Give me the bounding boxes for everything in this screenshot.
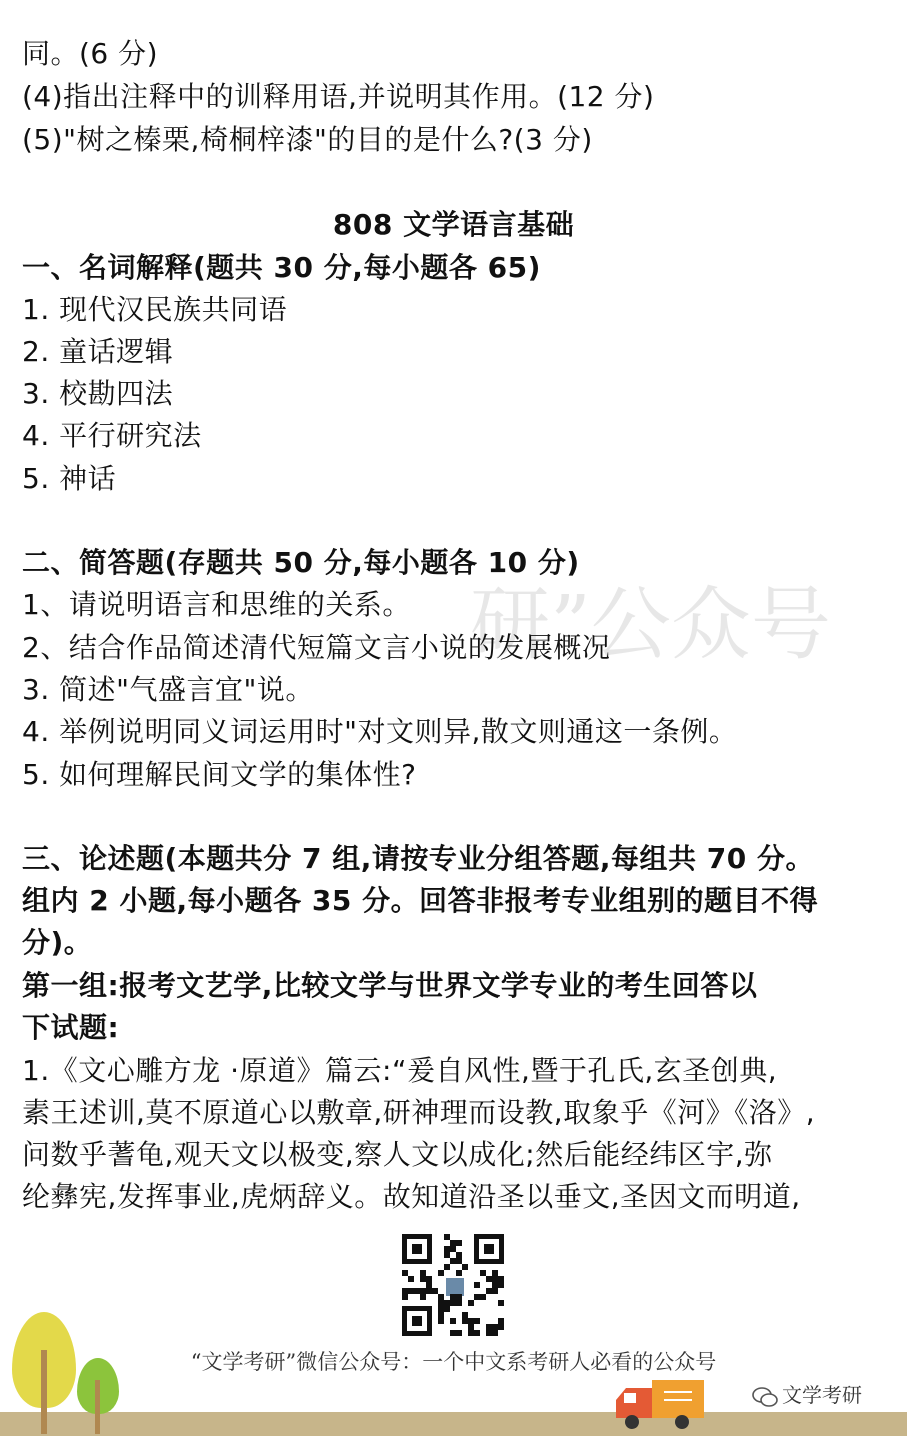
footer-caption: “文学考研”微信公众号：一个中文系考研人必看的公众号 [190,1350,717,1374]
qr-module [498,1300,504,1306]
list-item: 2. 童话逻辑 [22,335,174,368]
qr-finder [402,1306,432,1336]
qr-module [462,1264,468,1270]
wechat-icon [752,1386,778,1408]
paragraph-line: 纶彝宪,发挥事业,虎炳辞义。故知道沿圣以垂文,圣因文而明道, [22,1180,801,1213]
section-title: 808 文学语言基础 [332,208,575,241]
section-heading: 二、简答题(存题共 50 分,每小题各 10 分) [22,546,580,579]
text-line: (4)指出注释中的训释用语,并说明其作用。(12 分) [22,80,655,113]
qr-module [468,1300,474,1306]
list-item: 4. 举例说明同义词运用时"对文则异,散文则通这一条例。 [22,715,738,748]
section-heading: 三、论述题(本题共分 7 组,请按专业分组答题,每组共 70 分。 [22,842,815,875]
text-line: 同。(6 分) [22,37,159,70]
text-line: (5)"树之榛栗,椅桐梓漆"的目的是什么?(3 分) [22,123,593,156]
paragraph-line: 问数乎蓍龟,观天文以极变,察人文以成化;然后能经纬区宇,弥 [22,1138,773,1171]
qr-module [456,1270,462,1276]
list-item: 1、请说明语言和思维的关系。 [22,588,411,621]
qr-module [444,1264,450,1270]
group-heading: 第一组:报考文艺学,比较文学与世界文学专业的考生回答以 [22,969,758,1002]
list-item: 5. 如何理解民间文学的集体性? [22,758,417,791]
qr-module [498,1324,504,1330]
qr-module [450,1318,456,1324]
list-item: 2、结合作品简述清代短篇文言小说的发展概况 [22,631,611,664]
list-item: 3. 校勘四法 [22,377,174,410]
watermark-text: 研”公众号 [470,578,831,671]
qr-code[interactable] [402,1234,504,1336]
qr-module [456,1240,462,1246]
wechat-account-name: 文学考研 [782,1383,862,1407]
qr-finder [474,1234,504,1264]
qr-module [456,1300,462,1306]
qr-module [456,1330,462,1336]
list-item: 3. 简述"气盛言宜"说。 [22,673,314,706]
qr-module [492,1288,498,1294]
qr-module [498,1282,504,1288]
paragraph-line: 1.《文心雕方龙 ·原道》篇云:“爰自风性,暨于孔氏,玄圣创典, [22,1054,778,1087]
wechat-account-tag[interactable] [752,1380,862,1410]
qr-module [492,1330,498,1336]
qr-module [438,1318,444,1324]
qr-module [402,1294,408,1300]
list-item: 4. 平行研究法 [22,419,202,452]
group-heading: 下试题: [22,1011,120,1044]
qr-module [444,1306,450,1312]
ground-strip [0,1412,907,1436]
list-item: 1. 现代汉民族共同语 [22,293,288,326]
qr-module [474,1318,480,1324]
paragraph-line: 素王述训,莫不原道心以敷章,研神理而设教,取象乎《河》《洛》, [22,1096,816,1129]
truck-icon [612,1378,708,1434]
list-item: 5. 神话 [22,462,117,495]
section-heading: 组内 2 小题,每小题各 35 分。回答非报考专业组别的题目不得 [22,884,819,917]
qr-module [474,1330,480,1336]
qr-module [474,1282,480,1288]
qr-module [480,1294,486,1300]
qr-module [438,1270,444,1276]
qr-finder [402,1234,432,1264]
section-heading: 分)。 [22,926,93,959]
qr-module [420,1294,426,1300]
qr-module [408,1276,414,1282]
section-heading: 一、名词解释(题共 30 分,每小题各 65) [22,251,541,284]
